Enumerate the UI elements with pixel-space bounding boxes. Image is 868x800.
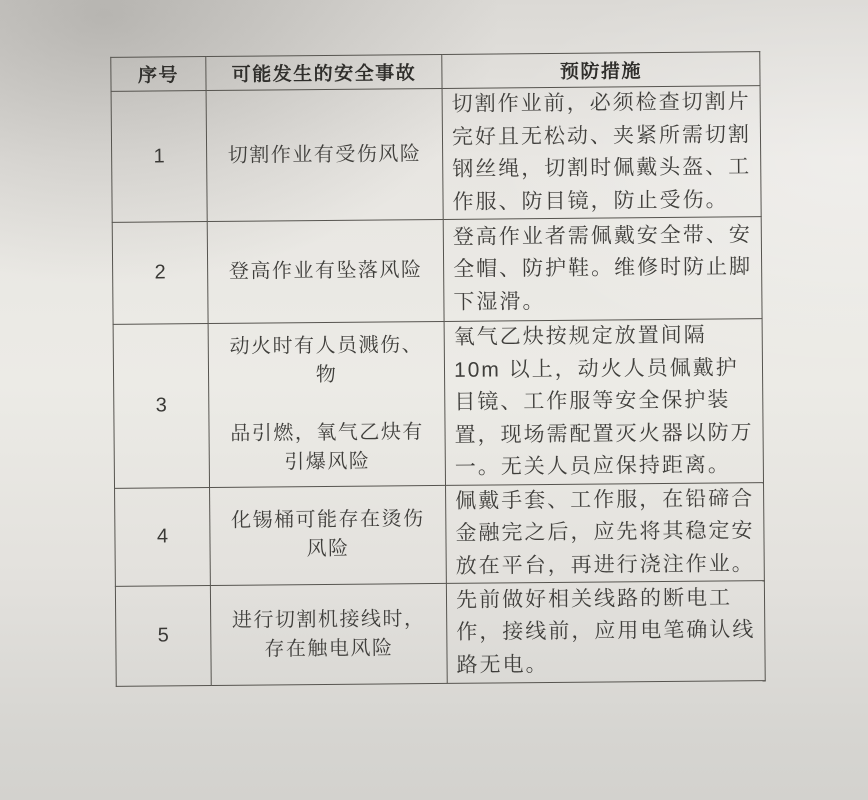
prevention-cell: 氧气乙炔按规定放置间隔 10m 以上，动火人员佩戴护 目镜、工作服等安全保护装 置，现场需配置灭火器以防万 一。无关人员应保持距离。 — [444, 319, 763, 485]
safety-risk-table — [110, 51, 765, 687]
row-number-cell: 4 — [115, 487, 211, 586]
prevention-cell: 切割作业前，必须检查切割片 完好且无松动、夹紧所需切割 钢丝绳，切割时佩戴头盔、工 作服、防目镜，防止受伤。 — [442, 86, 761, 220]
accident-cell: 化锡桶可能存在烫伤 风险 — [210, 485, 447, 586]
row-number-cell: 3 — [113, 324, 209, 488]
table-row — [113, 319, 763, 488]
table-row — [111, 86, 761, 223]
prevention-cell: 登高作业者需佩戴安全带、安 全帽、防护鞋。维修时防止脚 下湿滑。 — [443, 217, 762, 322]
table-row — [115, 482, 765, 586]
accident-cell: 切割作业有受伤风险 — [206, 88, 443, 221]
header-row — [111, 52, 760, 92]
header-prevention-measures: 预防措施 — [442, 52, 760, 89]
header-serial-number: 序号 — [111, 57, 206, 92]
accident-cell: 登高作业有坠落风险 — [207, 219, 444, 323]
accident-cell: 进行切割机接线时， 存在触电风险 — [210, 583, 447, 685]
prevention-cell: 佩戴手套、工作服，在铅碲合 金融完之后，应先将其稳定安 放在平台，再进行浇注作业。 — [446, 482, 765, 583]
row-number-cell: 1 — [111, 91, 207, 223]
row-number-cell: 2 — [112, 222, 208, 325]
row-number-cell: 5 — [115, 585, 211, 686]
accident-cell: 动火时有人员溅伤、 物 品引燃，氧气乙炔有 引爆风险 — [208, 321, 445, 487]
prevention-cell: 先前做好相关线路的断电工 作，接线前，应用电笔确认线 路无电。 — [446, 581, 765, 684]
table-row — [112, 217, 762, 325]
table-row — [115, 581, 765, 687]
header-possible-accident: 可能发生的安全事故 — [206, 54, 442, 90]
